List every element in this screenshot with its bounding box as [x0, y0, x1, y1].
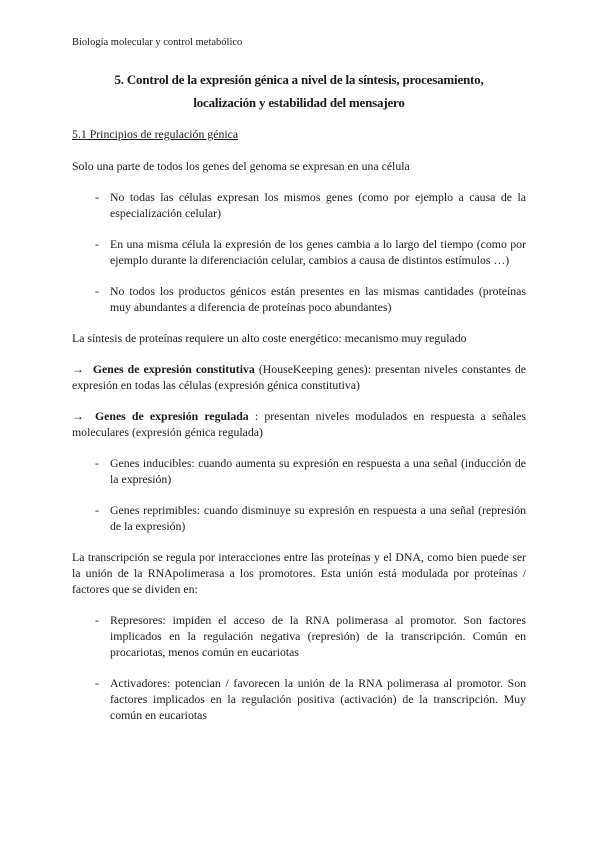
bullet-dash: - — [95, 456, 99, 470]
page-title-line-2: localización y estabilidad del mensajero — [193, 95, 405, 110]
bullet-dash: - — [95, 190, 99, 204]
list-item — [72, 283, 526, 315]
bullet-dash: - — [95, 676, 99, 690]
bullet-dash: - — [95, 237, 99, 251]
transcription-note: La transcripción se regula por interacciones entre las proteínas y el DNA, como bien puede ser la unión de la RNApolimerasa a los promotores. Esta unión está modulada por proteínas / factores que se dividen en: — [72, 550, 526, 596]
list-item — [72, 236, 526, 268]
arrow-icon: → — [72, 409, 84, 423]
list-item — [72, 675, 526, 723]
list-item — [72, 455, 526, 487]
bullet-dash: - — [95, 503, 99, 517]
list-item — [72, 189, 526, 221]
synthesis-note: La síntesis de proteínas requiere un alto coste energético: mecanismo muy regulado — [72, 331, 467, 345]
list-item — [72, 612, 526, 660]
constitutive-genes-paragraph — [72, 361, 526, 393]
list-item-text: En una misma célula la expresión de los genes cambia a lo largo del tiempo (como por ejemplo durante la diferenciación celular, cambios a causa de distintos estímulos …) — [110, 237, 526, 267]
list-item-text: Genes reprimibles: cuando disminuye su expresión en respuesta a una señal (represión de la expresión) — [110, 503, 526, 533]
list-item-text: No todas las células expresan los mismos genes (como por ejemplo a causa de la especialización celular) — [110, 190, 526, 220]
arrow-icon: → — [72, 362, 84, 376]
bullet-dash: - — [95, 613, 99, 627]
constitutive-genes-text: (HouseKeeping genes): presentan niveles constantes de expresión en todas las células (expresión génica constitutiva) — [72, 362, 527, 392]
list-item-text: Activadores: potencian / favorecen la unión de la RNA polimerasa al promotor. Son factores implicados en la regulación positiva (activación) de la transcripción. Muy común en eucariotas — [110, 676, 526, 722]
regulated-genes-text: : presentan niveles modulados en respuesta a señales moleculares (expresión génica regulada) — [72, 409, 527, 439]
regulated-genes-term: Genes de expresión regulada — [94, 409, 249, 423]
running-header: Biología molecular y control metabólico — [72, 37, 243, 48]
section-heading: 5.1 Principios de regulación génica — [72, 127, 239, 141]
regulated-genes-paragraph — [72, 408, 526, 440]
bullet-dash: - — [95, 284, 99, 298]
list-item — [72, 502, 526, 534]
list-item-text: No todos los productos génicos están presentes en las mismas cantidades (proteínas muy abundantes a diferencia de proteínas poco abundantes) — [110, 284, 526, 314]
list-item-text: Genes inducibles: cuando aumenta su expresión en respuesta a una señal (inducción de la expresión) — [110, 456, 526, 486]
constitutive-genes-term: Genes de expresión constitutiva — [92, 362, 255, 376]
intro-paragraph: Solo una parte de todos los genes del genoma se expresan en una célula — [72, 159, 410, 173]
page-title — [72, 68, 526, 114]
page-title-line-1: 5. Control de la expresión génica a nivel de la síntesis, procesamiento, — [114, 72, 484, 87]
list-item-text: Represores: impiden el acceso de la RNA polimerasa al promotor. Son factores implicados en la regulación negativa (represión) de la transcripción. Común en procariotas, menos común en eucariotas — [110, 613, 526, 659]
